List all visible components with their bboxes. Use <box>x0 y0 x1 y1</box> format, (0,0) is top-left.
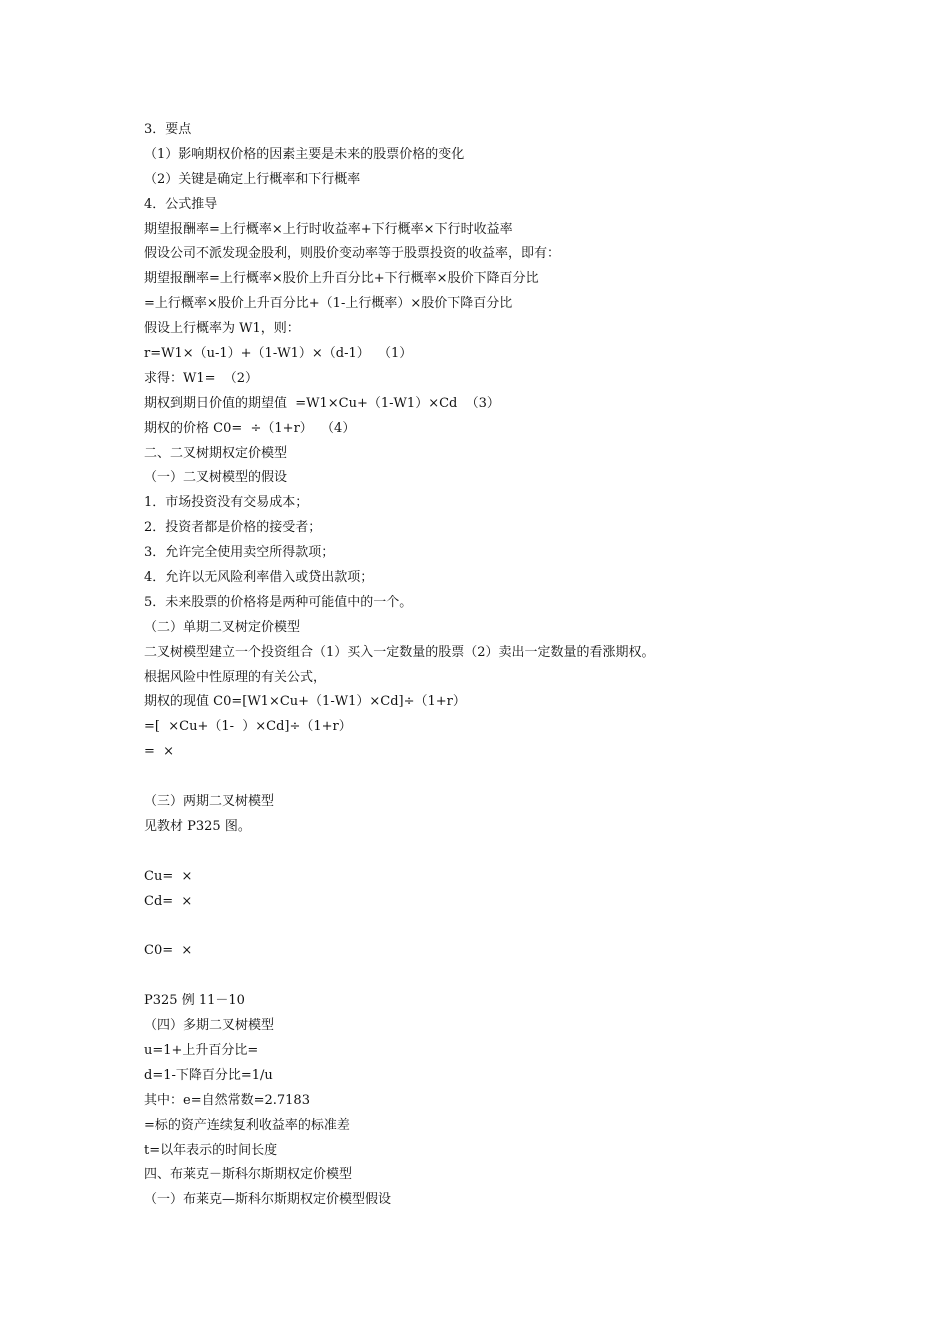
blank-line <box>144 964 844 989</box>
text-line: 见教材 P325 图。 <box>144 818 251 834</box>
text-line: 根据风险中性原理的有关公式， <box>144 669 327 685</box>
text-line: =标的资产连续复利收益率的标准差 <box>144 1117 350 1133</box>
text-line: 3．要点 <box>144 122 192 137</box>
text-line: =上行概率×股价上升百分比+（1-上行概率）×股价下降百分比 <box>144 296 513 312</box>
text-line: 假设上行概率为 W1，则： <box>144 321 300 337</box>
text-line: 其中：e=自然常数=2.7183 <box>144 1092 310 1108</box>
text-line: （一）二叉树模型的假设 <box>144 470 288 486</box>
text-line: 5．未来股票的价格将是两种可能值中的一个。 <box>144 594 413 610</box>
text-line: 3．允许完全使用卖空所得款项； <box>144 545 335 561</box>
text-line: 4．公式推导 <box>144 196 218 212</box>
text-line: 期权的现值 C0=[W1×Cu+（1-W1）×Cd]÷（1+r） <box>144 694 466 710</box>
text-line: （一）布莱克—斯科尔斯期权定价模型假设 <box>144 1192 392 1208</box>
text-line: 期望报酬率=上行概率×股价上升百分比+下行概率×股价下降百分比 <box>144 271 539 287</box>
text-line: 四、布莱克－斯科尔斯期权定价模型 <box>144 1167 353 1183</box>
text-line: 4．允许以无风险利率借入或贷出款项； <box>144 570 374 586</box>
text-line: =[ ×Cu+（1- ）×Cd]÷（1+r） <box>144 719 352 735</box>
blank-line <box>144 915 844 940</box>
text-line: Cd= × <box>144 893 193 909</box>
text-line: 二叉树模型建立一个投资组合（1）买入一定数量的股票（2）卖出一定数量的看涨期权。 <box>144 644 655 660</box>
text-line: P325 例 11－10 <box>144 993 245 1009</box>
text-line: = × <box>144 744 175 760</box>
text-line: 期权到期日价值的期望值 =W1×Cu+（1-W1）×Cd （3） <box>144 395 500 411</box>
text-line: 期望报酬率=上行概率×上行时收益率+下行概率×下行时收益率 <box>144 221 513 237</box>
text-line: r=W1×（u-1）+（1-W1）×（d-1） （1） <box>144 346 413 362</box>
text-line: 假设公司不派发现金股利，则股价变动率等于股票投资的收益率，即有： <box>144 246 561 262</box>
text-line: C0= × <box>144 943 193 959</box>
document-body <box>144 118 844 1213</box>
text-line: u=1+上升百分比= <box>144 1042 259 1058</box>
text-line: Cu= × <box>144 868 193 884</box>
text-line: （四）多期二叉树模型 <box>144 1018 275 1034</box>
text-line: 二、二叉树期权定价模型 <box>144 445 288 461</box>
text-line: 期权的价格 C0= ÷（1+r） （4） <box>144 420 356 436</box>
text-line: t=以年表示的时间长度 <box>144 1142 278 1158</box>
text-line: （三）两期二叉树模型 <box>144 794 275 810</box>
blank-line <box>144 765 844 790</box>
text-line: （2）关键是确定上行概率和下行概率 <box>144 171 361 187</box>
text-line: 求得：W1= （2） <box>144 370 259 386</box>
blank-line <box>144 840 844 865</box>
text-line: （二）单期二叉树定价模型 <box>144 619 301 635</box>
text-line: 1．市场投资没有交易成本； <box>144 495 309 511</box>
text-line: d=1-下降百分比=1/u <box>144 1067 273 1083</box>
text-line: （1）影响期权价格的因素主要是未来的股票价格的变化 <box>144 146 465 162</box>
text-line: 2．投资者都是价格的接受者； <box>144 520 322 536</box>
